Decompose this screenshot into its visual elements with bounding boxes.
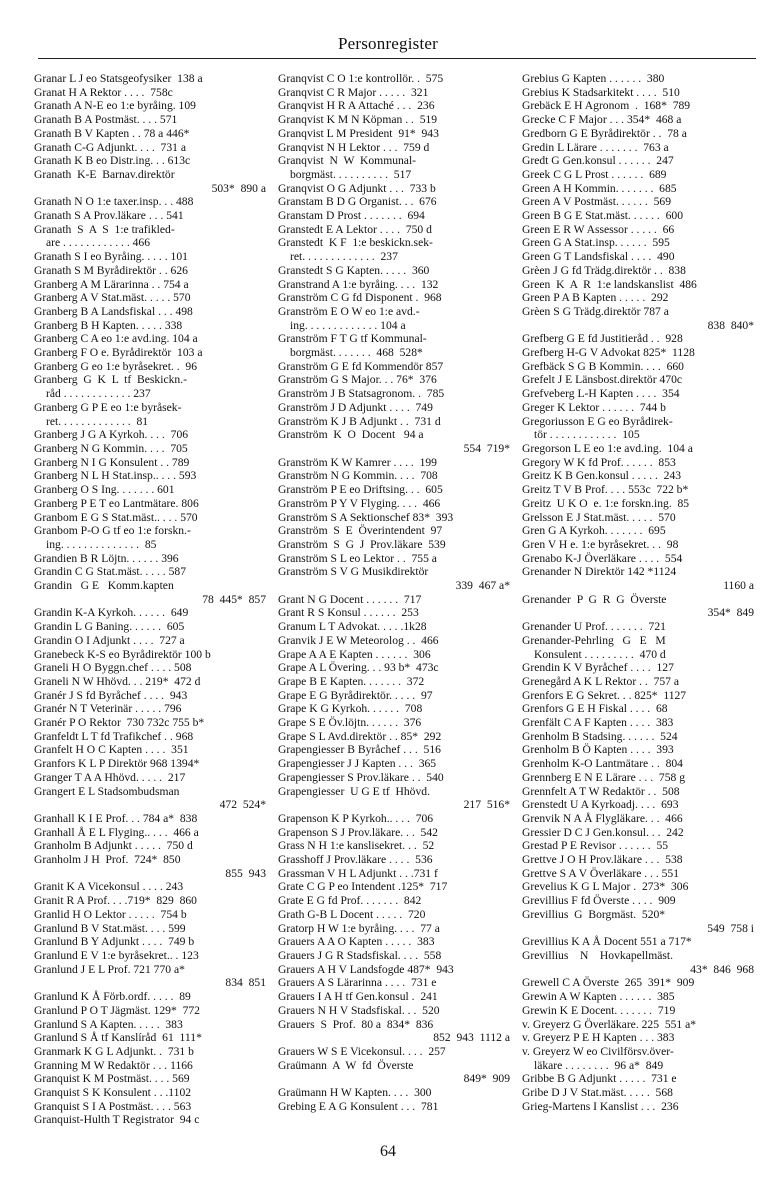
- register-entry: Granath S M Byrådirektör . . 626: [34, 263, 188, 277]
- register-entry: Grebing E A G Konsulent . . . 781: [278, 1099, 439, 1113]
- register-entry: Gredborn G E Byrådirektör . . 78 a: [522, 126, 687, 140]
- register-entry: Granath B V Kapten . . 78 a 446*: [34, 126, 190, 140]
- register-entry: Granberg G eo 1:e byråsekret. . 96: [34, 359, 198, 373]
- register-entry: Granberg N G Kommin. . . . 705: [34, 441, 188, 455]
- page-title: Personregister: [337, 34, 439, 53]
- register-entry: Grenholm B Stadsing. . . . . . 524: [522, 729, 678, 743]
- register-column-3: [522, 72, 754, 1113]
- register-entry: Grefveberg L-H Kapten . . . . 354: [522, 387, 680, 401]
- register-entry: Granberg J G A Kyrkoh. . . . 706: [34, 428, 189, 442]
- register-entry: Gribbe B G Adjunkt . . . . . 731 e: [522, 1072, 677, 1086]
- register-entry: Grewin A W Kapten . . . . . . 385: [522, 990, 675, 1004]
- register-entry: Granström P E eo Driftsing. . . 605: [278, 483, 443, 497]
- register-entry: Grebius G Kapten . . . . . . 380: [522, 72, 665, 85]
- register-entry: Greitz K B Gen.konsul . . . . . 243: [522, 469, 682, 483]
- register-entry: v. Greyerz W eo Civilförsv.över-: [522, 1044, 674, 1058]
- register-entry: Granberg B A Landsfiskal . . . 498: [34, 304, 193, 318]
- register-entry: Grecke C F Major . . . 354* 468 a: [522, 113, 682, 127]
- register-entry: Granqvist C O 1:e kontrollör. . 575: [278, 72, 444, 85]
- register-entry-continuation: 549 758 i: [707, 921, 754, 935]
- register-entry: Granberg C A eo 1:e avd.ing. 104 a: [34, 332, 198, 346]
- register-entry: Grape B E Kapten. . . . . . . 372: [278, 674, 425, 688]
- register-entry: Granath S A Prov.läkare . . . 541: [34, 209, 184, 223]
- register-entry: Granström P Y V Flyging. . . . 466: [278, 496, 441, 510]
- register-entry: Grauers A H V Landsfogde 487* 943: [278, 962, 454, 976]
- register-entry: Grefbäck S G B Kommin. . . . 660: [522, 359, 684, 373]
- register-entry: Granström S G J Prov.läkare 539: [278, 537, 446, 551]
- register-entry: Gren G A Kyrkoh. . . . . . . 695: [522, 524, 666, 538]
- register-entry: Grauers A S Lärarinna . . . . 731 e: [278, 976, 437, 990]
- register-entry: Granholm B Adjunkt . . . . . 750 d: [34, 839, 193, 853]
- register-entry: Granström K W Kamrer . . . . 199: [278, 455, 437, 469]
- register-entry: Grapenson S J Prov.läkare. . . 542: [278, 825, 438, 839]
- register-entry: Granström S A Sektionschef 83* 393: [278, 510, 454, 524]
- register-entry-continuation: 838 840*: [707, 318, 754, 332]
- register-entry: Grennberg E N E Lärare . . . 758 g: [522, 770, 686, 784]
- register-entry: Grape S E Öv.löjtn. . . . . . 376: [278, 716, 422, 730]
- register-entry: Granath S A S 1:e trafikled-: [34, 222, 175, 236]
- register-entry: Granberg N L H Stat.insp.. . . . 593: [34, 469, 197, 483]
- register-entry: Grape K G Kyrkoh. . . . . . 708: [278, 702, 423, 716]
- register-entry: Granström G S Major. . . 76* 376: [278, 373, 437, 387]
- register-entry: Granmark K G L Adjunkt. . 731 b: [34, 1044, 194, 1058]
- register-entry: Granum L T Advokat. . . . .1k28: [278, 620, 427, 634]
- register-entry: Grebäck E H Agronom . 168* 789: [522, 99, 691, 113]
- register-entry: Granvik J E W Meteorolog . . 466: [278, 633, 439, 647]
- register-entry: Grape S L Avd.direktör . . 85* 292: [278, 729, 442, 743]
- register-entry: Granström N G Kommin. . . . 708: [278, 469, 438, 483]
- register-entry-continuation: 217 516*: [463, 798, 510, 812]
- register-entry: Grewin K E Docent. . . . . . . 719: [522, 1003, 676, 1017]
- register-entry: Grewell C A Överste 265 391* 909: [522, 976, 695, 990]
- register-entry: v. Greyerz G Överläkare. 225 551 a*: [522, 1017, 697, 1031]
- register-entry: Grevelius K G L Major . 273* 306: [522, 880, 689, 894]
- register-entry: Grevillius F fd Överste . . . . 909: [522, 894, 676, 908]
- register-entry: Grant R S Konsul . . . . . . 253: [278, 606, 419, 620]
- register-entry: Granström K J B Adjunkt . . 731 d: [278, 414, 441, 428]
- register-entry-continuation: ret. . . . . . . . . . . . . 81: [46, 414, 149, 428]
- register-entry: Granstedt S G Kapten. . . . . 360: [278, 263, 430, 277]
- register-entry: v. Greyerz P E H Kapten . . . 383: [522, 1031, 675, 1045]
- register-entry: Grapenson K P Kyrkoh.. . . . 706: [278, 811, 434, 825]
- register-entry: Grestad P E Revisor . . . . . . 55: [522, 839, 669, 853]
- register-entry: Grelsson E J Stat.mäst. . . . . 570: [522, 510, 676, 524]
- register-entry: Grauers S Prof. 80 a 834* 836: [278, 1017, 434, 1031]
- header-rule: [38, 58, 756, 59]
- register-entry: Grapengiesser B Byråchef . . . 516: [278, 743, 441, 757]
- register-entry: Granqvist L M President 91* 943: [278, 126, 439, 140]
- register-entry: Granebeck K-S eo Byrådirektör 100 b: [34, 647, 211, 661]
- register-entry-continuation: 503* 890 a: [211, 181, 266, 195]
- register-entry: Grevillius K A Å Docent 551 a 717*: [522, 935, 692, 949]
- register-entry: Grèen J G fd Trädg.direktör . . 838: [522, 263, 686, 277]
- register-entry: Grapengiesser S Prov.läkare . . 540: [278, 770, 444, 784]
- register-entry: Grandin O I Adjunkt . . . . 727 a: [34, 633, 185, 647]
- register-entry: Granlund S A Kapten. . . . . 383: [34, 1017, 183, 1031]
- register-entry: Grandin G E Komm.kapten: [34, 579, 174, 593]
- register-entry: Grate E G fd Prof. . . . . . . 842: [278, 894, 422, 908]
- register-entry-continuation: are . . . . . . . . . . . . 466: [46, 236, 151, 250]
- register-entry: Granstrand A 1:e byråing. . . . 132: [278, 277, 439, 291]
- register-entry: Grape E G Byrådirektör. . . . . 97: [278, 688, 433, 702]
- register-entry: Granlund J E L Prof. 721 770 a*: [34, 962, 185, 976]
- register-entry: Granstedt E A Lektor . . . . 750 d: [278, 222, 432, 236]
- register-entry: Grenfors E G Sekret. . . 825* 1127: [522, 688, 687, 702]
- register-entry: Granfelt H O C Kapten . . . . 351: [34, 743, 189, 757]
- register-column-2: [278, 72, 510, 1113]
- register-entry: Gribe D J V Stat.mäst. . . . . 568: [522, 1086, 673, 1100]
- register-entry: Granlund S Å tf Kanslíråd 61 111*: [34, 1031, 202, 1045]
- register-entry: Granat H A Rektor . . . . 758c: [34, 85, 173, 99]
- register-entry: Granberg N I G Konsulent . . 789: [34, 455, 190, 469]
- register-entry: Gressier D C J Gen.konsul. . . 242: [522, 825, 684, 839]
- register-entry: Greitz U K O e. 1:e forskn.ing. 85: [522, 496, 690, 510]
- register-entry: Grefelt J E Länsbost.direktör 470c: [522, 373, 683, 387]
- register-entry: Gregorson L E eo 1:e avd.ing. 104 a: [522, 441, 693, 455]
- register-entry: Green K A R 1:e landskanslist 486: [522, 277, 697, 291]
- register-entry-continuation: 339 467 a*: [455, 579, 510, 593]
- register-entry: Granström G E fd Kommendör 857: [278, 359, 444, 373]
- register-entry-continuation: tör . . . . . . . . . . . . 105: [534, 428, 640, 442]
- register-entry: Grenholm K-O Lantmätare . . 804: [522, 757, 683, 771]
- register-entry: Granfors K L P Direktör 968 1394*: [34, 757, 200, 771]
- register-entry: Greger K Lektor . . . . . . 744 b: [522, 400, 666, 414]
- register-entry: Grasshoff J Prov.läkare . . . . 536: [278, 853, 433, 867]
- register-entry: Granberg P E T eo Lantmätare. 806: [34, 496, 199, 510]
- register-entry: Grape A A E Kapten . . . . . . 306: [278, 647, 431, 661]
- register-entry: Granqvist K M N Köpman . . 519: [278, 113, 438, 127]
- register-entry: Granar L J eo Statsgeofysiker 138 a: [34, 72, 203, 85]
- register-entry: Granbom E G S Stat.mäst.. . . . 570: [34, 510, 198, 524]
- register-entry: Granstam D Prost . . . . . . . 694: [278, 209, 425, 223]
- register-entry-continuation: 834 851: [225, 976, 266, 990]
- register-entry: Green G A Stat.insp. . . . . . 595: [522, 236, 670, 250]
- register-entry: Grate C G P eo Intendent .125* 717: [278, 880, 448, 894]
- register-entry: Green P A B Kapten . . . . . 292: [522, 291, 669, 305]
- register-column-1: [34, 72, 266, 1127]
- register-entry: Granström S V G Musikdirektör: [278, 565, 429, 579]
- register-entry: Granlund B V Stat.mäst. . . . 599: [34, 921, 186, 935]
- register-entry: Grèen S G Trädg.direktör 787 a: [522, 304, 669, 318]
- register-entry: Granquist S K Konsulent . . .1102: [34, 1086, 192, 1100]
- register-entry: Granstedt K F 1:e beskickn.sek-: [278, 236, 433, 250]
- register-entry: Granberg O S Ing. . . . . . . 601: [34, 483, 175, 497]
- register-entry: Granberg G K L tf Beskickn.-: [34, 373, 187, 387]
- page-number: 64: [380, 1143, 396, 1160]
- register-entry: Grevillius G Borgmäst. 520*: [522, 907, 666, 921]
- register-entry-continuation: ing. . . . . . . . . . . . . . 85: [46, 537, 157, 551]
- register-entry-continuation: 472 524*: [219, 798, 266, 812]
- register-entry: Grape A L Övering. . . 93 b* 473c: [278, 661, 439, 675]
- register-entry: Grettve J O H Prov.läkare . . . 538: [522, 853, 683, 867]
- register-entry: Green G T Landsfiskal . . . . 490: [522, 250, 675, 264]
- register-entry-continuation: 849* 909: [463, 1072, 510, 1086]
- register-entry-continuation: borgmäst. . . . . . . 468 528*: [290, 346, 423, 360]
- register-entry: Gredt G Gen.konsul . . . . . . 247: [522, 154, 674, 168]
- register-entry: Grevillius N Hovkapellmäst.: [522, 949, 674, 962]
- register-entry: Gratorp H W 1:e byråing. . . . 77 a: [278, 921, 440, 935]
- register-entry: Granit R A Prof. . . .719* 829 860: [34, 894, 197, 908]
- register-entry: Granfeldt L T fd Trafikchef . . 968: [34, 729, 194, 743]
- register-entry: Gregory W K fd Prof. . . . . . 853: [522, 455, 676, 469]
- register-entry-continuation: 554 719*: [463, 441, 510, 455]
- register-entry-continuation: ing. . . . . . . . . . . . . 104 a: [290, 318, 406, 332]
- register-entry: Granlund B Y Adjunkt . . . . 749 b: [34, 935, 195, 949]
- register-entry: Granholm J H Prof. 724* 850: [34, 853, 181, 867]
- register-entry: Grassman V H L Adjunkt . . .731 f: [278, 866, 438, 880]
- register-entry: Grefberg G E fd Justitieråd . . 928: [522, 332, 683, 346]
- register-entry: Green E R W Assessor . . . . . 66: [522, 222, 675, 236]
- register-entry: Granér J S fd Byråchef . . . . 943: [34, 688, 188, 702]
- register-entry: Granberg A M Lärarinna . . 754 a: [34, 277, 189, 291]
- register-entry: Graneli N W Hhövd. . . 219* 472 d: [34, 674, 201, 688]
- register-entry: Granath C-G Adjunkt. . . . 731 a: [34, 140, 186, 154]
- register-entry-continuation: borgmäst. . . . . . . . . . 517: [290, 167, 412, 181]
- register-entry: Granström E O W eo 1:e avd.-: [278, 304, 420, 318]
- register-entry: Grebius K Stadsarkitekt . . . . 510: [522, 85, 680, 99]
- register-entry: Granstam B D G Organist. . . 676: [278, 195, 437, 209]
- register-entry: Granström S L eo Lektor . . 755 a: [278, 551, 437, 565]
- register-entry-continuation: 1160 a: [723, 579, 754, 593]
- register-entry: Granath S I eo Byråing. . . . . 101: [34, 250, 188, 264]
- register-entry: Grauers A A O Kapten . . . . . 383: [278, 935, 435, 949]
- register-entry: Grettve S A V Överläkare . . . 551: [522, 866, 680, 880]
- register-entry: Granath N O 1:e taxer.insp. . . 488: [34, 195, 194, 209]
- register-entry: Granér P O Rektor 730 732c 755 b*: [34, 716, 205, 730]
- register-entry: Grandin L G Baning. . . . . . 605: [34, 620, 185, 634]
- register-entry: Grefberg H-G V Advokat 825* 1128: [522, 346, 695, 360]
- register-entry: Granlund E V 1:e byråsekret.. . 123: [34, 949, 199, 962]
- register-entry: Grendin K V Byråchef . . . . 127: [522, 661, 674, 675]
- register-entry: Grenvik N A Å Flygläkare. . . 466: [522, 811, 683, 825]
- register-entry: Granlid H O Lektor . . . . . 754 b: [34, 907, 187, 921]
- register-entry: Granqvist N H Lektor . . . 759 d: [278, 140, 430, 154]
- register-entry: Granberg F O e. Byrådirektör 103 a: [34, 346, 203, 360]
- register-entry: Grenstedt U A Kyrkoadj. . . . 693: [522, 798, 679, 812]
- register-entry: Grenander U Prof. . . . . . . 721: [522, 620, 666, 634]
- register-entry: Grapengiesser U G E tf Hhövd.: [278, 784, 430, 798]
- register-entry: Granström J D Adjunkt . . . . 749: [278, 400, 433, 414]
- register-entry: Granström F T G tf Kommunal-: [278, 332, 427, 346]
- register-entry-continuation: ret. . . . . . . . . . . . . 237: [290, 250, 398, 264]
- register-entry: Grauers I A H tf Gen.konsul . 241: [278, 990, 438, 1004]
- register-entry: Grenander N Direktör 142 *1124: [522, 565, 677, 579]
- register-entry: Granning M W Redaktör . . . 1166: [34, 1058, 193, 1072]
- register-entry: Green B G E Stat.mäst. . . . . . 600: [522, 209, 684, 223]
- register-entry: Grenander-Pehrling G E M: [522, 633, 666, 647]
- register-entry: Granberg G P E eo 1:e byråsek-: [34, 400, 182, 414]
- register-entry: Granath A N-E eo 1:e byråing. 109: [34, 99, 196, 113]
- register-entry: Grandin C G Stat.mäst. . . . . 587: [34, 565, 186, 579]
- register-entry: Granlund P O T Jägmäst. 129* 772: [34, 1003, 200, 1017]
- register-entry: Grandien B R Löjtn. . . . . . 396: [34, 551, 179, 565]
- register-entry: Granberg A V Stat.mäst. . . . . 570: [34, 291, 191, 305]
- register-entry-continuation: 43* 846 968: [690, 962, 754, 976]
- register-entry: Granlund K Å Förb.ordf. . . . . 89: [34, 990, 191, 1004]
- register-entry: Granqvist N W Kommunal-: [278, 154, 417, 168]
- register-entry-continuation: råd . . . . . . . . . . . . 237: [46, 387, 151, 401]
- register-entry: Granhall K I E Prof. . . 784 a* 838: [34, 811, 198, 825]
- register-entry: Granberg B H Kapten. . . . . 338: [34, 318, 183, 332]
- register-entry: Granqvist H R A Attaché . . . 236: [278, 99, 435, 113]
- register-entry: Greitz T V B Prof. . . . 553c 722 b*: [522, 483, 689, 497]
- register-entry-continuation: 78 445* 857: [202, 592, 266, 606]
- register-entry: Granström C G fd Disponent . 968: [278, 291, 442, 305]
- register-entry: Grieg-Martens I Kanslist . . . 236: [522, 1099, 679, 1113]
- register-entry-continuation: 354* 849: [707, 606, 754, 620]
- register-entry: Graümann A W fd Överste: [278, 1058, 414, 1072]
- register-entry: Granquist-Hulth T Registrator 94 c: [34, 1113, 200, 1127]
- register-entry-continuation: 855 943: [225, 866, 266, 880]
- register-entry: Grapengiesser J J Kapten . . . 365: [278, 757, 437, 771]
- register-entry: Granström S E Överintendent 97: [278, 524, 443, 538]
- register-entry: Gren V H e. 1:e byråsekret. . . 98: [522, 537, 679, 551]
- register-entry: Gregoriusson E G eo Byrådirek-: [522, 414, 673, 428]
- register-entry: Grenfors G E H Fiskal . . . . 68: [522, 702, 668, 716]
- register-entry: Granhall Å E L Flyging.. . . . 466 a: [34, 825, 199, 839]
- register-entry: Granström J B Statsagronom. . 785: [278, 387, 445, 401]
- register-entry-continuation: 852 943 1112 a: [433, 1031, 510, 1045]
- register-entry: Granström K O Docent 94 a: [278, 428, 424, 442]
- register-columns: [34, 72, 756, 1132]
- register-entry: Grangert E L Stadsombudsman: [34, 784, 180, 798]
- register-entry: Granquist K M Postmäst. . . . 569: [34, 1072, 190, 1086]
- register-entry: Grass N H 1:e kanslisekret. . . 52: [278, 839, 435, 853]
- register-entry: Granqvist C R Major . . . . . 321: [278, 85, 429, 99]
- register-entry: Graümann H W Kapten. . . . 300: [278, 1086, 432, 1100]
- register-entry: Granér N T Veterinär . . . . . 796: [34, 702, 182, 716]
- register-entry: Grenegård A K L Rektor . . 757 a: [522, 674, 680, 688]
- register-entry: Granath K B eo Distr.ing. . . 613c: [34, 154, 191, 168]
- register-entry: Granath B A Postmäst. . . . 571: [34, 113, 178, 127]
- register-entry: Granger T A A Hhövd. . . . . 217: [34, 770, 186, 784]
- register-entry: Grant N G Docent . . . . . . 717: [278, 592, 422, 606]
- register-entry: Grenholm B Ö Kapten . . . . 393: [522, 743, 674, 757]
- register-entry: Granit K A Vicekonsul . . . . 243: [34, 880, 184, 894]
- register-entry: Graneli H O Byggn.chef . . . . 508: [34, 661, 192, 675]
- register-entry: Greek C G L Prost . . . . . . 689: [522, 167, 667, 181]
- register-entry: Granath K-E Barnav.direktör: [34, 167, 175, 181]
- register-entry: Granqvist O G Adjunkt . . . 733 b: [278, 181, 436, 195]
- register-entry: Green A V Postmäst. . . . . . 569: [522, 195, 672, 209]
- register-entry: Green A H Kommin. . . . . . . 685: [522, 181, 677, 195]
- register-entry: Grauers N H V Stadsfiskal. . . 520: [278, 1003, 440, 1017]
- register-entry: Granbom P-O G tf eo 1:e forskn.-: [34, 524, 191, 538]
- register-entry: Granquist S I A Postmäst. . . . 563: [34, 1099, 192, 1113]
- register-entry: Grauers J G R Stadsfiskal. . . . 558: [278, 949, 442, 962]
- register-entry: Grauers W S E Vicekonsul. . . . 257: [278, 1044, 446, 1058]
- register-entry: Grenabo K-J Överläkare . . . . 554: [522, 551, 683, 565]
- register-entry: Grandin K-A Kyrkoh. . . . . . 649: [34, 606, 189, 620]
- register-entry: Grenander P G R G Överste: [522, 592, 667, 606]
- register-entry: Grennfelt A T W Redaktör . . 508: [522, 784, 680, 798]
- register-entry-continuation: läkare . . . . . . . . 96 a* 849: [534, 1058, 664, 1072]
- register-entry-continuation: Konsulent . . . . . . . . . 470 d: [534, 647, 666, 661]
- register-entry: Gredin L Lärare . . . . . . . 763 a: [522, 140, 669, 154]
- register-entry: Grath G-B L Docent . . . . . 720: [278, 907, 426, 921]
- register-entry: Grenfält C A F Kapten . . . . 383: [522, 716, 674, 730]
